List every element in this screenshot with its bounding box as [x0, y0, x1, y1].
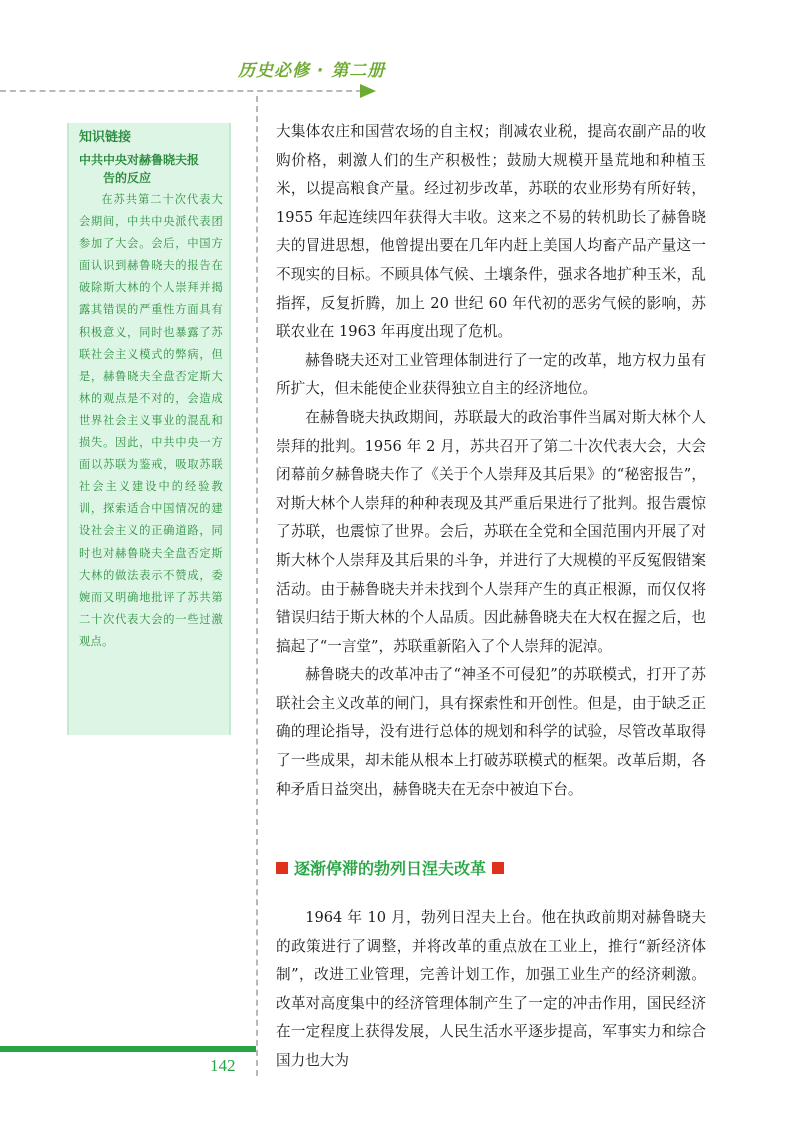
book-title: 历史必修 · 第二册 [238, 61, 386, 81]
arrow-icon [360, 84, 376, 98]
page-number: 142 [210, 1056, 236, 1075]
section-text [276, 904, 706, 1076]
section-title: 逐渐停滞的勃列日涅夫改革 [294, 859, 487, 878]
knowledge-link-sidebar [67, 123, 231, 735]
page-header [0, 0, 800, 80]
footer-bar [0, 1046, 256, 1052]
sidebar-subtitle-line2: 告的反应 [103, 171, 152, 185]
section-heading [276, 856, 504, 879]
main-text-column [276, 118, 706, 804]
header-divider [0, 90, 362, 92]
sidebar-body: 在苏共第二十次代表大会期间，中共中央派代表团参加了大会。会后，中国方面认识到赫鲁晓夫的报告在破除斯大林的个人崇拜并揭露其错误的严重性方面具有积极意义，同时也暴露了苏联社会主义模式的弊病，但是，赫鲁晓夫全盘否定斯大林的观点是不对的，会造成世界社会主义事业的混乱和损失。因此，中共中央一方面以苏联为鉴戒，吸取苏联社会主义建设中的经验教训，探索适合中国情况的建设社会主义的正确道路，同时也对赫鲁晓夫全盘否定斯大林的做法表示不赞成，委婉而又明确地批评了苏共第二十次代表大会的一些过激观点。 [79, 193, 223, 648]
sidebar-heading: 知识链接 [79, 130, 132, 145]
sidebar-subtitle-line1: 中共中央对赫鲁晓夫报 [79, 153, 200, 167]
paragraph-1: 大集体农庄和国营农场的自主权；削减农业税，提高农副产品的收购价格，刺激人们的生产积极性；鼓励大规模开垦荒地和种植玉米，以提高粮食产量。经过初步改革，苏联的农业形势有所好转，1955 年起连续四年获得大丰收。这来之不易的转机助长了赫鲁晓夫的冒进思想，他曾提出要在几年内赶上美国人均畜产品产量这一不现实的目标。不顾具体气候、土壤条件，强求各地扩种玉米，乱指挥，反复折腾，加上 20 世纪 60 年代初的恶劣气候的影响，苏联农业在 1963 年再度出现了危机。 [276, 123, 706, 341]
paragraph-5: 1964 年 10 月，勃列日涅夫上台。他在执政前期对赫鲁晓夫的政策进行了调整，并将改革的重点放在工业上，推行“新经济体制”，改进工业管理，完善计划工作，加强工业生产的经济刺激。改革对高度集中的经济管理体制产生了一定的冲击作用，国民经济在一定程度上获得发展，人民生活水平逐步提高，军事实力和综合国力也大为 [276, 909, 706, 1069]
paragraph-2: 赫鲁晓夫还对工业管理体制进行了一定的改革，地方权力虽有所扩大，但未能使企业获得独立自主的经济地位。 [276, 351, 706, 398]
paragraph-3: 在赫鲁晓夫执政期间，苏联最大的政治事件当属对斯大林个人崇拜的批判。1956 年 2 月，苏共召开了第二十次代表大会，大会闭幕前夕赫鲁晓夫作了《关于个人崇拜及其后果》的“秘密报告”，对斯大林个人崇拜的种种表现及其严重后果进行了批判。报告震惊了苏联，也震惊了世界。会后，苏联在全党和全国范围内开展了对斯大林个人崇拜及其后果的斗争，并进行了大规模的平反冤假错案活动。由于赫鲁晓夫并未找到个人崇拜产生的真正根源，而仅仅将错误归结于斯大林的个人品质。因此赫鲁晓夫在大权在握之后，也搞起了“一言堂”，苏联重新陷入了个人崇拜的泥淖。 [276, 408, 706, 655]
column-divider [256, 96, 258, 1076]
red-square-icon [492, 862, 504, 874]
paragraph-4: 赫鲁晓夫的改革冲击了“神圣不可侵犯”的苏联模式，打开了苏联社会主义改革的闸门，具有探索性和开创性。但是，由于缺乏正确的理论指导，没有进行总体的规划和科学的试验，尽管改革取得了一些成果，却未能从根本上打破苏联模式的框架。改革后期，各种矛盾日益突出，赫鲁晓夫在无奈中被迫下台。 [276, 666, 706, 798]
red-square-icon [276, 862, 288, 874]
